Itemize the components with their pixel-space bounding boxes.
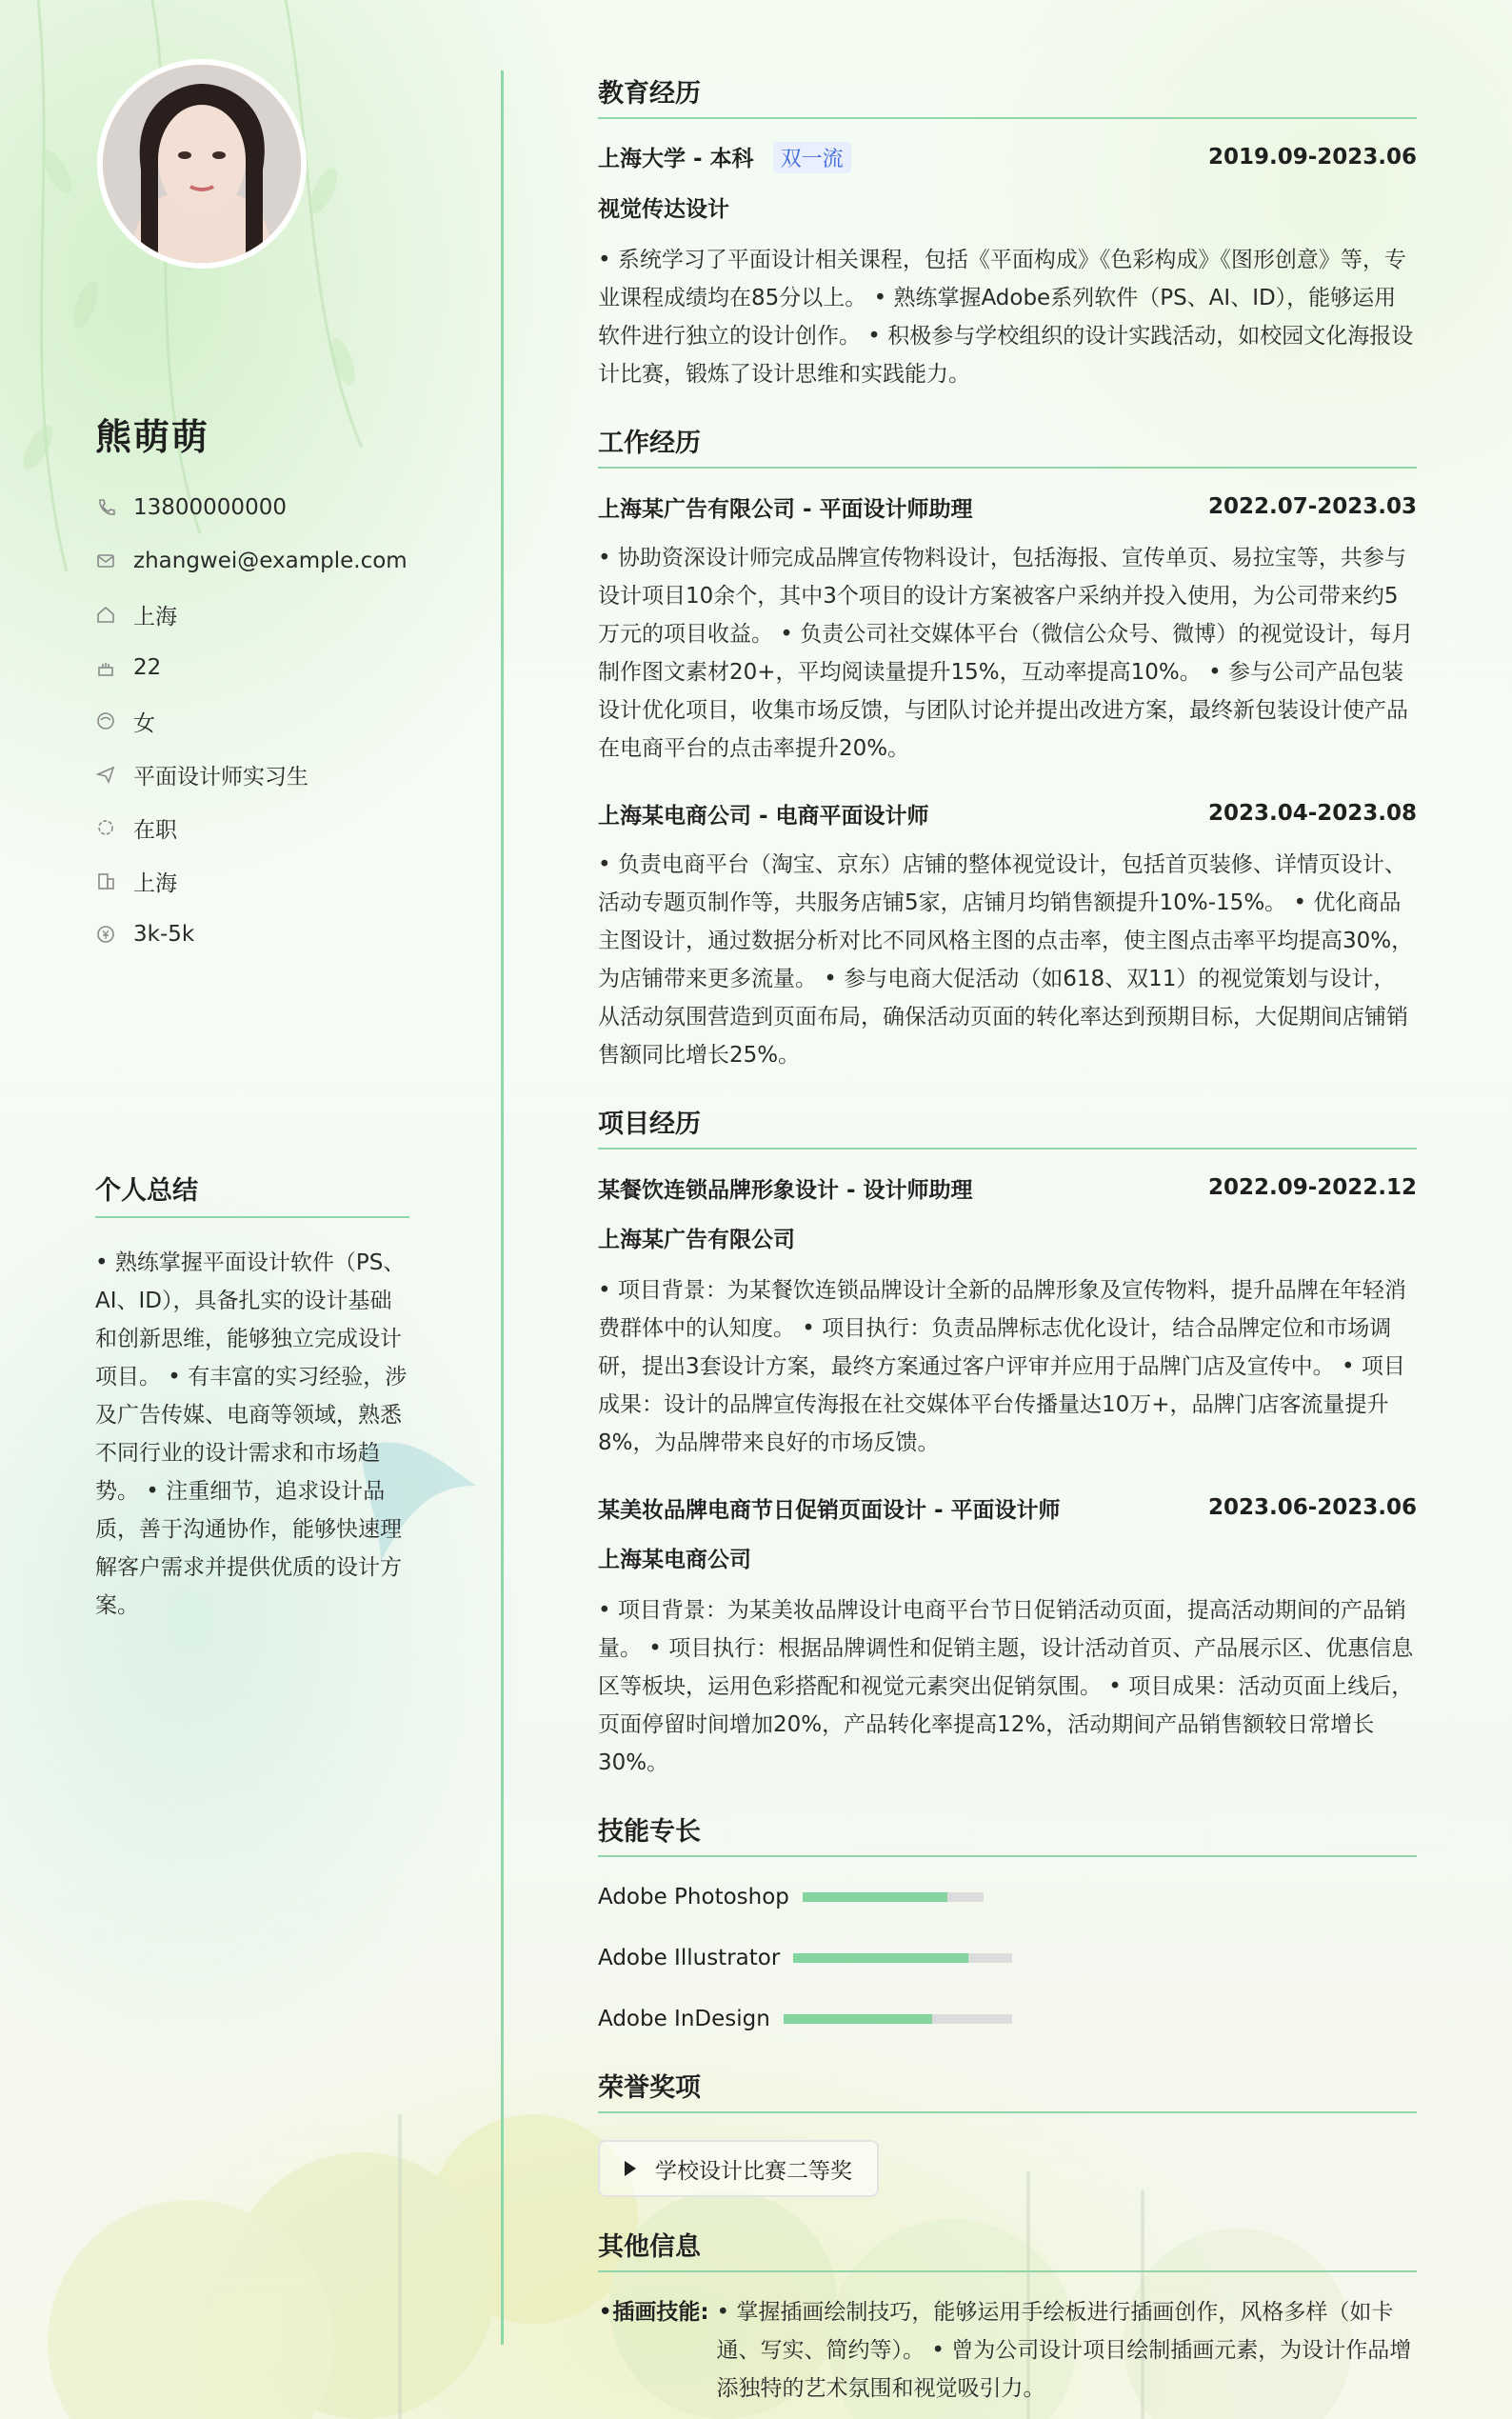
info-item bbox=[95, 588, 409, 641]
education-date: 2019.09-2023.06 bbox=[1207, 145, 1417, 170]
other-item bbox=[598, 2293, 1417, 2408]
skill-bar-fill bbox=[784, 2014, 932, 2024]
project-entry-desc: • 项目背景：为某餐饮连锁品牌设计全新的品牌形象及宣传物料，提升品牌在年轻消费群体中的认知度。 • 项目执行：负责品牌标志优化设计，结合品牌定位和市场调研，提出3套设计方案，最终方案通过客户评审并应用于品牌门店及宣传中。 • 项目成果：设计的品牌宣传海报在社交媒体平台传播量达10万+，品牌门店客流量提升8%，为品牌带来良好的市场反馈。 bbox=[598, 1278, 1406, 1455]
avatar bbox=[97, 59, 307, 269]
work-entry-title: 上海某广告有限公司 - 平面设计师助理 bbox=[598, 496, 973, 522]
info-text: 平面设计师实习生 bbox=[133, 764, 308, 790]
skill-bar-fill bbox=[803, 1892, 947, 1902]
project-title: 项目经历 bbox=[598, 1103, 1417, 1150]
skills-section bbox=[598, 1810, 1417, 2038]
cake-icon bbox=[95, 656, 133, 679]
info-text: 3k-5k bbox=[133, 922, 195, 947]
work-section bbox=[598, 422, 1417, 1074]
skill-name: Adobe InDesign bbox=[598, 2007, 770, 2031]
info-item bbox=[95, 694, 409, 748]
info-text: 13800000000 bbox=[133, 495, 287, 520]
column-divider bbox=[501, 70, 504, 2345]
skill-item bbox=[598, 2000, 1417, 2038]
project-entry-company: 上海某电商公司 bbox=[598, 1548, 751, 1572]
work-entry bbox=[598, 490, 1417, 768]
work-title: 工作经历 bbox=[598, 422, 1417, 469]
skill-name: Adobe Illustrator bbox=[598, 1946, 781, 1970]
skill-bar-fill bbox=[793, 1953, 968, 1963]
education-major: 视觉传达设计 bbox=[598, 197, 729, 222]
skill-name: Adobe Photoshop bbox=[598, 1885, 789, 1909]
award-item[interactable] bbox=[598, 2140, 879, 2197]
phone-icon bbox=[95, 496, 133, 519]
home-icon bbox=[95, 603, 133, 626]
info-item bbox=[95, 641, 409, 694]
skill-item bbox=[598, 1939, 1012, 1977]
other-text: • 掌握插画绘制技巧，能够运用手绘板进行插画创作，风格多样（如卡通、写实、简约等）。 • 曾为公司设计项目绘制插画元素，为设计作品增添独特的艺术氛围和视觉吸引力。 bbox=[716, 2300, 1412, 2401]
award-label: 学校设计比赛二等奖 bbox=[655, 2158, 852, 2184]
gender-icon bbox=[95, 710, 133, 732]
education-title: 教育经历 bbox=[598, 72, 1417, 119]
project-entry bbox=[598, 1490, 1417, 1782]
skill-item bbox=[598, 1878, 984, 1916]
other-title: 其他信息 bbox=[598, 2226, 1417, 2272]
project-entry-date: 2023.06-2023.06 bbox=[1207, 1495, 1417, 1520]
project-entry-title: 某餐饮连锁品牌形象设计 - 设计师助理 bbox=[598, 1177, 973, 1203]
skill-bar bbox=[793, 1953, 1012, 1963]
work-entry-desc: • 负责电商平台（淘宝、京东）店铺的整体视觉设计，包括首页装修、详情页设计、活动专题页制作等，共服务店铺5家，店铺月均销售额提升10%-15%。 • 优化商品主图设计，通过数据分析对比不同风格主图的点击率，使主图点击率平均提高30%，为店铺带来更多流量。 • 参与电商大促活动（如618、双11）的视觉策划与设计，从活动氛围营造到页面布局，确保活动页面的转化率达到预期目标，大促期间店铺销售额同比增长25%。 bbox=[598, 852, 1414, 1068]
main-column bbox=[598, 72, 1417, 2417]
work-entry-desc: • 协助资深设计师完成品牌宣传物料设计，包括海报、宣传单页、易拉宝等，共参与设计项目10余个，其中3个项目的设计方案被客户采纳并投入使用，为公司带来约5万元的项目收益。 • 负责公司社交媒体平台（微信公众号、微博）的视觉设计，每月制作图文素材20+，平均阅读量提升15%，互动率提高10%。 • 参与公司产品包装设计优化项目，收集市场反馈，与团队讨论并提出改进方案，最终新包装设计使产品在电商平台的点击率提升20%。 bbox=[598, 546, 1414, 761]
salary-icon bbox=[95, 923, 133, 946]
awards-section bbox=[598, 2067, 1417, 2197]
work-entry-date: 2022.07-2023.03 bbox=[1207, 494, 1417, 519]
other-label: 插画技能: bbox=[612, 2300, 709, 2325]
work-entry-date: 2023.04-2023.08 bbox=[1207, 801, 1417, 826]
status-icon bbox=[95, 816, 133, 839]
project-entry-company: 上海某广告有限公司 bbox=[598, 1228, 795, 1252]
building-icon bbox=[95, 870, 133, 892]
play-triangle-icon bbox=[625, 2161, 636, 2176]
info-text: 女 bbox=[133, 710, 155, 736]
info-text: 22 bbox=[133, 655, 162, 680]
work-entry bbox=[598, 796, 1417, 1074]
project-entry-title: 某美妆品牌电商节日促销页面设计 - 平面设计师 bbox=[598, 1497, 1061, 1523]
other-section bbox=[598, 2226, 1417, 2408]
info-text: zhangwei@example.com bbox=[133, 549, 408, 573]
project-entry-date: 2022.09-2022.12 bbox=[1207, 1175, 1417, 1200]
mail-icon bbox=[95, 550, 133, 572]
contact-info-list bbox=[95, 481, 409, 961]
send-icon bbox=[95, 763, 133, 786]
info-text: 上海 bbox=[133, 870, 177, 896]
education-section bbox=[598, 72, 1417, 393]
profile-name: 熊萌萌 bbox=[95, 416, 210, 458]
awards-title: 荣誉奖项 bbox=[598, 2067, 1417, 2113]
project-entry bbox=[598, 1170, 1417, 1462]
education-school: 上海大学 - 本科 bbox=[598, 147, 754, 171]
skill-bar bbox=[784, 2014, 1012, 2024]
portrait-icon bbox=[103, 65, 301, 263]
info-item bbox=[95, 854, 409, 908]
info-item bbox=[95, 748, 409, 801]
summary-text: • 熟练掌握平面设计软件（PS、AI、ID），具备扎实的设计基础和创新思维，能够独立完成设计项目。 • 有丰富的实习经验，涉及广告传媒、电商等领域，熟悉不同行业的设计需求和市场趋势。 • 注重细节，追求设计品质，善于沟通协作，能够快速理解客户需求并提供优质的设计方案。 bbox=[95, 1250, 408, 1618]
skills-title: 技能专长 bbox=[598, 1810, 1417, 1857]
info-item bbox=[95, 908, 409, 961]
work-entry-title: 上海某电商公司 - 电商平面设计师 bbox=[598, 803, 929, 829]
info-item bbox=[95, 481, 409, 534]
skill-bar bbox=[803, 1892, 984, 1902]
info-text: 上海 bbox=[133, 604, 177, 630]
info-item bbox=[95, 801, 409, 854]
info-text: 在职 bbox=[133, 817, 177, 843]
bullet-icon: • bbox=[598, 2298, 613, 2327]
project-section bbox=[598, 1103, 1417, 1782]
project-entry-desc: • 项目背景：为某美妆品牌设计电商平台节日促销活动页面，提高活动期间的产品销量。 • 项目执行：根据品牌调性和促销主题，设计活动首页、产品展示区、优惠信息区等板块，运用色彩搭配和视觉元素突出促销氛围。 • 项目成果：活动页面上线后，页面停留时间增加20%，产品转化率提高12%，活动期间产品销售额较日常增长30%。 bbox=[598, 1598, 1414, 1775]
info-item bbox=[95, 534, 409, 588]
education-desc: • 系统学习了平面设计相关课程，包括《平面构成》《色彩构成》《图形创意》等，专业课程成绩均在85分以上。 • 熟练掌握Adobe系列软件（PS、AI、ID），能够运用软件进行独立的设计创作。 • 积极参与学校组织的设计实践活动，如校园文化海报设计比赛，锻炼了设计思维和实践能力。 bbox=[598, 248, 1414, 387]
summary-title: 个人总结 bbox=[95, 1170, 409, 1218]
school-tag-badge: 双一流 bbox=[773, 142, 851, 173]
